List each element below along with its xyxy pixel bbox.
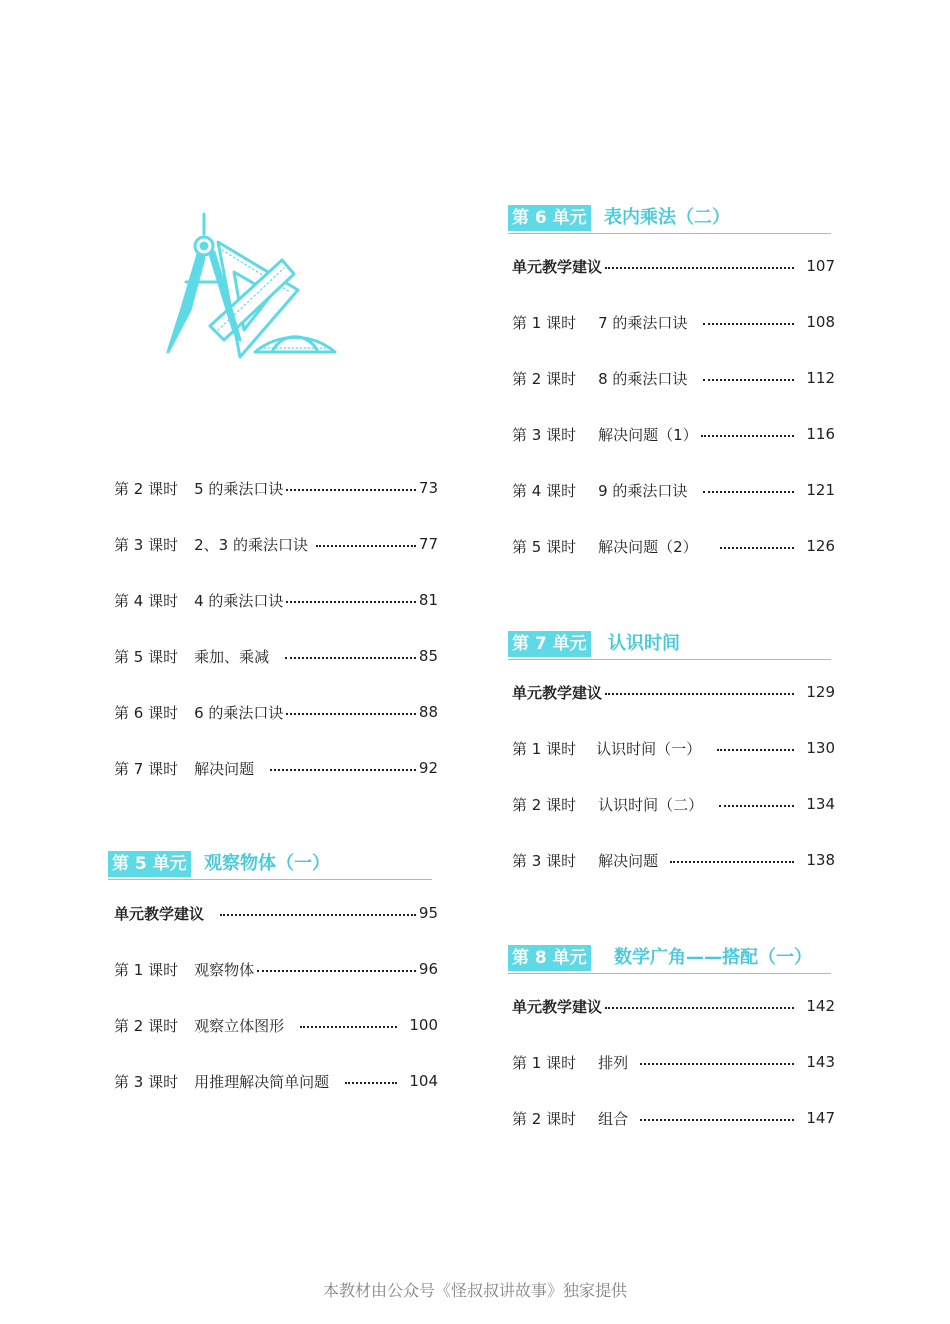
toc-entry-u6-l3[interactable] (512, 422, 835, 446)
page-number: 112 (806, 369, 835, 387)
toc-entry-u4-l7[interactable] (114, 756, 438, 780)
page-number: 129 (806, 683, 835, 701)
page-number: 85 (418, 647, 438, 665)
unit-8-header[interactable] (508, 942, 831, 972)
page-number: 107 (806, 257, 835, 275)
unit-divider (508, 659, 831, 660)
right-column (512, 202, 835, 1142)
lesson-number: 第 5 课时 (114, 647, 179, 666)
toc-entry-u4-l4[interactable] (114, 588, 438, 612)
lesson-topic: 观察立体图形 (194, 1016, 285, 1035)
toc-entry-u6-l2[interactable] (512, 366, 835, 390)
lesson-topic: 单元教学建议 (512, 257, 603, 276)
unit-5-header[interactable] (108, 848, 432, 878)
page-number: 126 (806, 537, 835, 555)
toc-entry-u7-l3[interactable] (512, 848, 835, 872)
lesson-topic: 排列 (598, 1053, 629, 1072)
lesson-number: 第 6 课时 (114, 703, 179, 722)
toc-entry-u6-l1[interactable] (512, 310, 835, 334)
dot-leader (286, 489, 416, 491)
lesson-number: 第 3 课时 (512, 425, 577, 444)
toc-entry-u5-l3[interactable] (114, 1069, 438, 1093)
lesson-topic: 解决问题 (598, 851, 659, 870)
dot-leader (605, 267, 794, 269)
toc-entry-u5-l2[interactable] (114, 1013, 438, 1037)
lesson-number: 第 3 课时 (114, 535, 179, 554)
lesson-topic: 观察物体 (194, 960, 255, 979)
unit-7-header[interactable] (508, 628, 831, 658)
compass-ruler-protractor-icon (160, 212, 340, 362)
lesson-number: 第 1 课时 (114, 960, 179, 979)
lesson-topic: 单元教学建议 (512, 997, 603, 1016)
unit-title: 认识时间 (608, 633, 680, 654)
dot-leader (316, 545, 416, 547)
toc-entry-u7-l2[interactable] (512, 792, 835, 816)
page-number: 142 (806, 997, 835, 1015)
lesson-number: 第 2 课时 (114, 479, 179, 498)
lesson-topic: 解决问题（2） (598, 537, 698, 556)
toc-entry-u8-overview[interactable] (512, 994, 835, 1018)
lesson-number: 第 7 课时 (114, 759, 179, 778)
toc-entry-u6-overview[interactable] (512, 254, 835, 278)
page-number: 121 (806, 481, 835, 499)
lesson-topic: 5 的乘法口诀 (194, 479, 284, 498)
page-number: 92 (418, 759, 438, 777)
lesson-number: 第 4 课时 (512, 481, 577, 500)
lesson-number: 第 1 课时 (512, 313, 577, 332)
page-number: 95 (418, 904, 438, 922)
unit-badge: 第 7 单元 (508, 631, 591, 657)
page-number: 138 (806, 851, 835, 869)
lesson-number: 第 4 课时 (114, 591, 179, 610)
unit-title: 数学广角——搭配（一） (614, 947, 812, 968)
unit-divider (508, 973, 831, 974)
lesson-number: 第 2 课时 (114, 1016, 179, 1035)
page-number: 108 (806, 313, 835, 331)
lesson-topic: 用推理解决简单问题 (194, 1072, 330, 1091)
page-number: 73 (418, 479, 438, 497)
unit-title: 表内乘法（二） (604, 207, 730, 228)
page-number: 134 (806, 795, 835, 813)
lesson-number: 第 5 课时 (512, 537, 577, 556)
page-number: 88 (418, 703, 438, 721)
unit-badge: 第 6 单元 (508, 205, 591, 231)
unit-divider (108, 879, 432, 880)
unit-badge: 第 5 单元 (108, 851, 191, 877)
toc-entry-u8-l2[interactable] (512, 1106, 835, 1130)
lesson-topic: 7 的乘法口诀 (598, 313, 688, 332)
toc-entry-u8-l1[interactable] (512, 1050, 835, 1074)
lesson-topic: 解决问题 (194, 759, 255, 778)
lesson-number: 第 1 课时 (512, 739, 577, 758)
page-number: 147 (806, 1109, 835, 1127)
toc-entry-u5-overview[interactable] (114, 901, 438, 925)
lesson-topic: 9 的乘法口诀 (598, 481, 688, 500)
dot-leader (270, 769, 416, 771)
dot-leader (345, 1082, 397, 1084)
dot-leader (605, 1007, 794, 1009)
lesson-number: 第 1 课时 (512, 1053, 577, 1072)
dot-leader (300, 1026, 397, 1028)
unit-6-header[interactable] (508, 202, 831, 232)
unit-title: 观察物体（一） (204, 853, 330, 874)
left-column (114, 476, 438, 1096)
dot-leader (670, 861, 794, 863)
lesson-topic: 单元教学建议 (512, 683, 603, 702)
lesson-topic: 8 的乘法口诀 (598, 369, 688, 388)
footer-note: 本教材由公众号《怪叔叔讲故事》独家提供 (322, 1281, 627, 1300)
toc-entry-u7-overview[interactable] (512, 680, 835, 704)
page-number: 104 (409, 1072, 438, 1090)
dot-leader (703, 323, 794, 325)
toc-entry-u4-l6[interactable] (114, 700, 438, 724)
page-number: 100 (409, 1016, 438, 1034)
lesson-number: 第 3 课时 (114, 1072, 179, 1091)
dot-leader (703, 491, 794, 493)
page-number: 96 (418, 960, 438, 978)
lesson-topic: 解决问题（1） (598, 425, 698, 444)
page-number: 130 (806, 739, 835, 757)
lesson-number: 第 2 课时 (512, 795, 577, 814)
dot-leader (640, 1063, 794, 1065)
lesson-topic: 2、3 的乘法口诀 (194, 535, 308, 554)
dot-leader (286, 713, 416, 715)
dot-leader (285, 657, 416, 659)
lesson-topic: 6 的乘法口诀 (194, 703, 284, 722)
page-number: 116 (806, 425, 835, 443)
lesson-number: 第 2 课时 (512, 369, 577, 388)
lesson-number: 第 2 课时 (512, 1109, 577, 1128)
lesson-number: 第 3 课时 (512, 851, 577, 870)
lesson-topic: 认识时间（二） (598, 795, 704, 814)
lesson-topic: 组合 (598, 1109, 629, 1128)
toc-entry-u5-l1[interactable] (114, 957, 438, 981)
dot-leader (703, 379, 794, 381)
page-number: 77 (418, 535, 438, 553)
unit-divider (508, 233, 831, 234)
dot-leader (257, 970, 416, 972)
page-number: 143 (806, 1053, 835, 1071)
toc-entry-u7-l1[interactable] (512, 736, 835, 760)
dot-leader (719, 805, 794, 807)
dot-leader (701, 435, 795, 437)
dot-leader (720, 547, 795, 549)
unit-badge: 第 8 单元 (508, 945, 591, 971)
lesson-topic: 乘加、乘减 (194, 647, 270, 666)
page-number: 81 (418, 591, 438, 609)
toc-entry-u4-l2[interactable] (114, 476, 438, 500)
lesson-topic: 认识时间（一） (596, 739, 702, 758)
toc-entry-u6-l5[interactable] (512, 534, 835, 558)
toc-entry-u6-l4[interactable] (512, 478, 835, 502)
dot-leader (717, 749, 794, 751)
dot-leader (220, 914, 416, 916)
lesson-topic: 4 的乘法口诀 (194, 591, 284, 610)
dot-leader (605, 693, 794, 695)
toc-entry-u4-l3[interactable] (114, 532, 438, 556)
dot-leader (286, 601, 416, 603)
dot-leader (640, 1119, 794, 1121)
toc-entry-u4-l5[interactable] (114, 644, 438, 668)
lesson-topic: 单元教学建议 (114, 904, 205, 923)
